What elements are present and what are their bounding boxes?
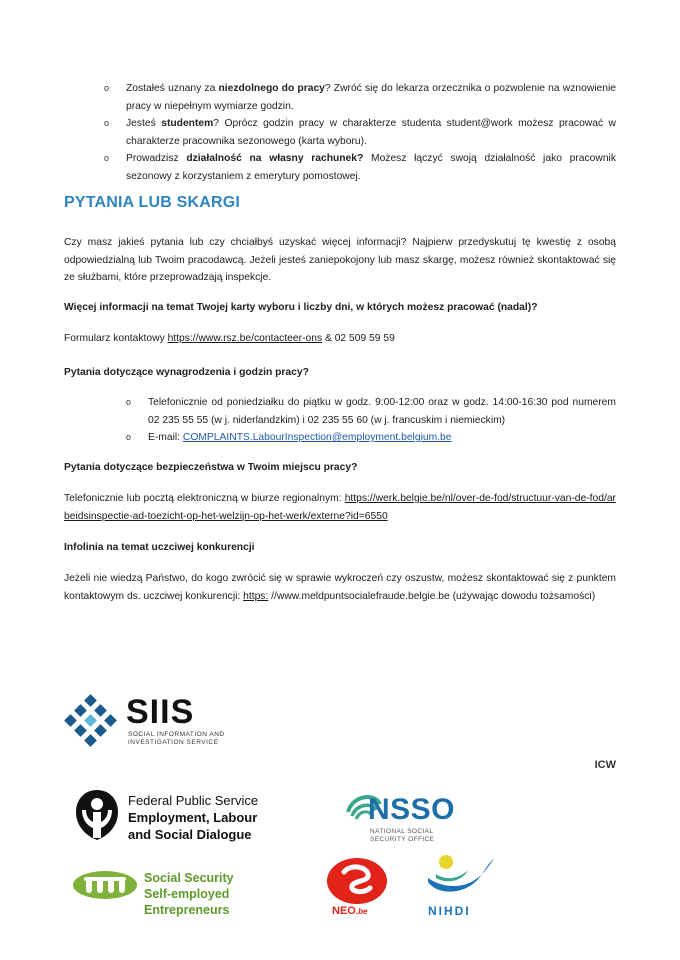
fair-competition-paragraph: Jeżeli nie wiedzą Państwo, do kogo zwrócić się w sprawie wykroczeń czy oszustw, możesz skontaktować się z punktem kontaktowym ds. uczciwej konkurencji: https: //www.meldpuntsocialefraude.belgie.be (używając dowodu tożsamości) <box>64 573 616 602</box>
list-item: o E-mail: COMPLAINTS.LabourInspection@employment.belgium.be <box>126 429 616 447</box>
neo-emblem-icon <box>324 856 390 906</box>
siis-diamond-icon <box>64 694 120 750</box>
icw-label: ICW <box>594 759 616 771</box>
neo-wordmark: NEO.be <box>332 905 368 917</box>
neo-logo <box>324 856 396 920</box>
question-card-info-title: Więcej informacji na temat Twojej karty wyboru i liczby dni, w których możesz pracować (nadal)? <box>64 302 538 313</box>
regional-office-link[interactable]: https://werk.belgie.be/nl/over-de-fod/structuur-van-de-fod/arbeidsinspectie-ad-toezicht-op-het-welzijn-op-het-werk/externe?id=6550 <box>64 493 616 522</box>
list-item: o Jesteś studentem? Oprócz godzin pracy w charakterze studenta student@work możesz pracować w charakterze pracownika sezonowego (karta wyboru). <box>104 115 616 150</box>
nihdi-wordmark: NIHDI <box>428 904 471 918</box>
bullet-circle-icon: o <box>126 432 132 442</box>
social-security-self-employed-logo <box>72 866 312 917</box>
list-item: o Telefonicznie od poniedziałku do piątku w godz. 9:00-12:00 oraz w godz. 14:00-16:30 pod numerem 02 235 55 55 (w j. niderlandzkim) i 02 235 55 60 (w j. francuskim i niemieckim) <box>126 394 616 429</box>
siis-name: SIIS <box>126 693 195 731</box>
section-heading: PYTANIA LUB SKARGI <box>64 194 241 211</box>
list-item: o Zostałeś uznany za niezdolnego do pracy? Zwróć się do lekarza orzecznika o pozwolenie na wznowienie pracy w niepełnym wymiarze godzin. <box>104 80 616 115</box>
question-wages-title: Pytania dotyczące wynagrodzenia i godzin pracy? <box>64 367 309 378</box>
bullet-circle-icon: o <box>126 397 132 407</box>
fps-person-icon <box>72 786 122 846</box>
intro-paragraph: Czy masz jakieś pytania lub czy chciałbyś uzyskać więcej informacji? Najpierw przedyskutuj tę kwestię z osobą odpowiedzialną lub Twoim pracodawcą. Jeżeli jesteś zaniepokojony lub masz skargę, możesz również skontaktować się ze służbami, które przeprowadzają inspekcje. <box>64 237 616 283</box>
bullet-circle-icon: o <box>104 118 110 128</box>
eligibility-bullet-list <box>104 80 616 185</box>
nsso-name: NSSO <box>368 793 456 826</box>
nsso-logo <box>340 784 480 852</box>
contact-form-line: Formularz kontaktowy https://www.rsz.be/contacteer-ons & 02 509 59 59 <box>64 333 395 344</box>
bullet-circle-icon: o <box>104 153 110 163</box>
nihdi-emblem-icon <box>424 852 496 900</box>
wages-contact-list <box>126 394 616 447</box>
fair-competition-title: Infolinia na temat uczciwej konkurencji <box>64 542 255 553</box>
fps-text: Federal Public Service Employment, Labour and Social Dialogue <box>128 793 259 842</box>
complaints-email-link[interactable]: COMPLAINTS.LabourInspection@employment.belgium.be <box>182 432 452 443</box>
rsz-contact-link[interactable]: https://www.rsz.be/contacteer-ons <box>167 333 323 344</box>
bullet-circle-icon: o <box>104 83 110 93</box>
nsso-subtitle: NATIONAL SOCIAL SECURITY OFFICE <box>370 828 435 843</box>
sse-emblem-icon <box>72 870 138 900</box>
siis-subtitle: SOCIAL INFORMATION AND INVESTIGATION SERVICE <box>128 731 225 746</box>
list-item: o Prowadzisz działalność na własny rachunek? Możesz łączyć swoją działalność jako pracownik sezonowy z korzystaniem z emerytury pomostowej. <box>104 150 616 185</box>
siis-logo <box>64 694 244 750</box>
nihdi-logo <box>424 852 500 922</box>
question-safety-title: Pytania dotyczące bezpieczeństwa w Twoim miejscu pracy? <box>64 462 358 473</box>
safety-contact-paragraph: Telefonicznie lub pocztą elektroniczną w biurze regionalnym: https://werk.belgie.be/nl/over-de-fod/structuur-van-de-fod/arbeidsinspectie-ad-toezicht-op-het-welzijn-op-het-werk/externe?id=6550 <box>64 493 616 522</box>
fraud-report-link[interactable]: https: <box>243 590 269 602</box>
fps-employment-logo <box>72 786 272 846</box>
sse-text: Social Security Self-employed Entrepreneurs <box>144 871 234 917</box>
